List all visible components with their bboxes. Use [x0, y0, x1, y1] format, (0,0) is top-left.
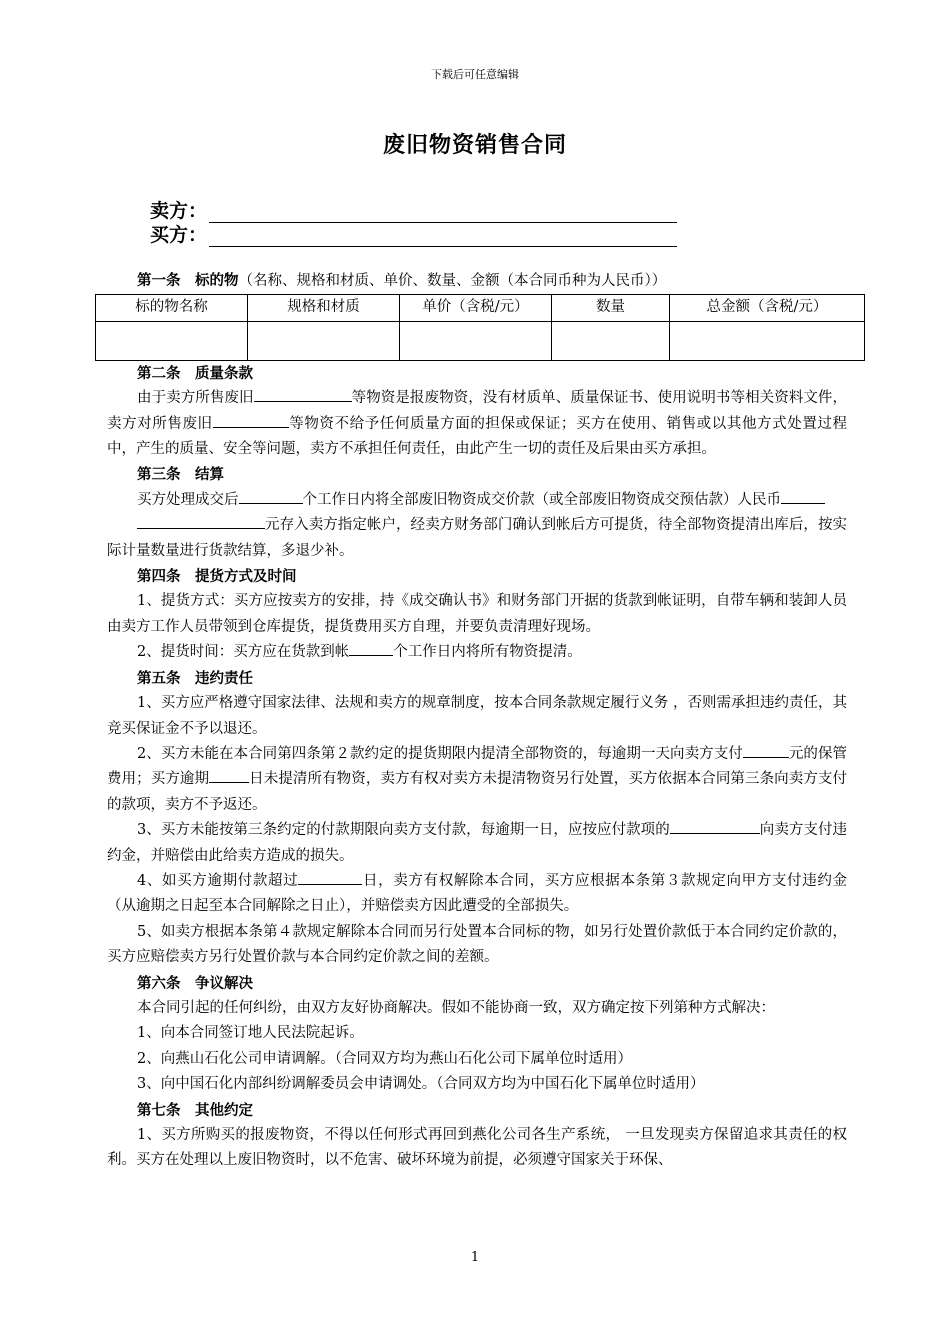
seller-line [150, 196, 677, 223]
blank-field [349, 641, 393, 656]
article-4-paragraph-1: 1、提货方式：买方应按卖方的安排，持《成交确认书》和财务部门开据的货款到帐证明，自带车辆和装卸人员由卖方工作人员带领到仓库提货，提货费用买方自理，并要负责清理好现场。 [107, 593, 847, 635]
article-5-paragraph-1: 1、买方应严格遵守国家法律、法规和卖方的规章制度，按本合同条款规定履行义务 ，否则需承担违约责任，其竞买保证金不予以退还。 [107, 695, 847, 737]
article-6-paragraph-0: 本合同引起的任何纠纷，由双方友好协商解决。假如不能协商一致，双方确定按下列第种方式解决： [137, 999, 775, 1016]
table-header-cell: 数量 [552, 295, 670, 321]
table-row [96, 321, 865, 360]
header-note: 下载后可任意编辑 [431, 68, 519, 81]
buyer-label: 买方： [150, 224, 208, 246]
table-header-cell: 标的物名称 [96, 295, 248, 321]
article-1-heading: 第一条 标的物（名称、规格和材质、单价、数量、金额（本合同币种为人民币）） [137, 272, 667, 289]
article-5-paragraph-2: 2、买方未能在本合同第四条第２款约定的提货期限内提清全部物资的，每逾期一天向卖方支付 元的保管费用；买方逾期 日未提清所有物资，卖方有权对卖方未提清物资另行处置，买方依据本合同第三条向卖方支付的款项，卖方不予返还。 [107, 742, 847, 818]
table-cell [248, 321, 400, 360]
article-3-paragraph-2: 元存入卖方指定帐户，经卖方财务部门确认到帐后方可提货，待全部物资提清出库后，按实际计量数量进行货款结算，多退少补。 [107, 513, 847, 564]
items-table-header [96, 295, 865, 321]
items-table [95, 294, 865, 360]
article-7-heading: 第七条 其他约定 [137, 1101, 253, 1119]
table-cell [96, 321, 248, 360]
blank-field [213, 413, 289, 428]
blank-field [781, 489, 825, 504]
seller-label: 卖方： [150, 200, 208, 222]
blank-field [209, 768, 249, 783]
article-1-note: （名称、规格和材质、单价、数量、金额（本合同币种为人民币）） [238, 273, 667, 289]
article-5-paragraph-4: 4、如买方逾期付款超过 日，卖方有权解除本合同，买方应根据本条第３款规定向甲方支付违约金（从逾期之日起至本合同解除之日止），并赔偿卖方因此遭受的全部损失。 [107, 869, 847, 920]
article-2-paragraph: 由于卖方所售废旧 等物资是报废物资，没有材质单、质量保证书、使用说明书等相关资料文件，卖方对所售废旧 等物资不给予任何质量方面的担保或保证；买方在使用、销售或以其他方式处置过程中，产生的质量、安全等问题，卖方不承担任何责任，由此产生一切的责任及后果由买方承担。 [107, 386, 847, 462]
article-5-paragraph-5: 5、如卖方根据本条第４款规定解除本合同而另行处置本合同标的物，如另行处置价款低于本合同约定价款的，买方应赔偿卖方另行处置价款与本合同约定价款之间的差额。 [107, 923, 847, 966]
article-6-option-2: 2、向燕山石化公司申请调解。（合同双方均为燕山石化公司下属单位时适用） [137, 1050, 632, 1067]
article-2-heading: 第二条 质量条款 [137, 364, 253, 382]
blank-field [670, 819, 760, 834]
article-3-paragraph-1: 买方处理成交后 个工作日内将全部废旧物资成交价款（或全部废旧物资成交预估款）人民币 [107, 488, 847, 513]
table-header-cell: 单价（含税/元） [400, 295, 552, 321]
buyer-line [150, 220, 677, 247]
article-6-option-1: 1、向本合同签订地人民法院起诉。 [137, 1025, 364, 1042]
contract-body [107, 268, 847, 1174]
table-cell [400, 321, 552, 360]
table-header-cell: 规格和材质 [248, 295, 400, 321]
page-number: 1 [470, 1250, 480, 1265]
table-cell [670, 321, 865, 360]
article-6-option-3: 3、向中国石化内部纠纷调解委员会申请调处。（合同双方均为中国石化下属单位时适用） [137, 1076, 705, 1093]
article-4-heading: 第四条 提货方式及时间 [137, 568, 297, 586]
blank-field [298, 870, 362, 885]
article-6-heading: 第六条 争议解决 [137, 974, 253, 992]
blank-field [239, 489, 303, 504]
blank-field [137, 514, 265, 529]
document-title: 废旧物资销售合同 [382, 132, 567, 158]
buyer-blank [209, 228, 677, 247]
article-7-paragraph-1: 1、买方所购买的报废物资，不得以任何形式再回到燕化公司各生产系统， 一旦发现卖方保留追求其责任的权利。买方在处理以上废旧物资时，以不危害、破坏环境为前提，必须遵守国家关于环保、 [107, 1127, 847, 1169]
article-4-paragraph-2: 2、提货时间：买方应在货款到帐 个工作日内将所有物资提清。 [107, 640, 847, 665]
article-3-heading: 第三条 结算 [137, 466, 224, 484]
article-5-paragraph-3: 3、买方未能按第三条约定的付款期限向卖方支付款，每逾期一日，应按应付款项的 向卖方支付违约金，并赔偿由此给卖方造成的损失。 [107, 818, 847, 869]
blank-field [743, 743, 789, 758]
table-cell [552, 321, 670, 360]
table-header-cell: 总金额（含税/元） [670, 295, 865, 321]
blank-field [254, 387, 352, 402]
article-5-heading: 第五条 违约责任 [137, 669, 253, 687]
